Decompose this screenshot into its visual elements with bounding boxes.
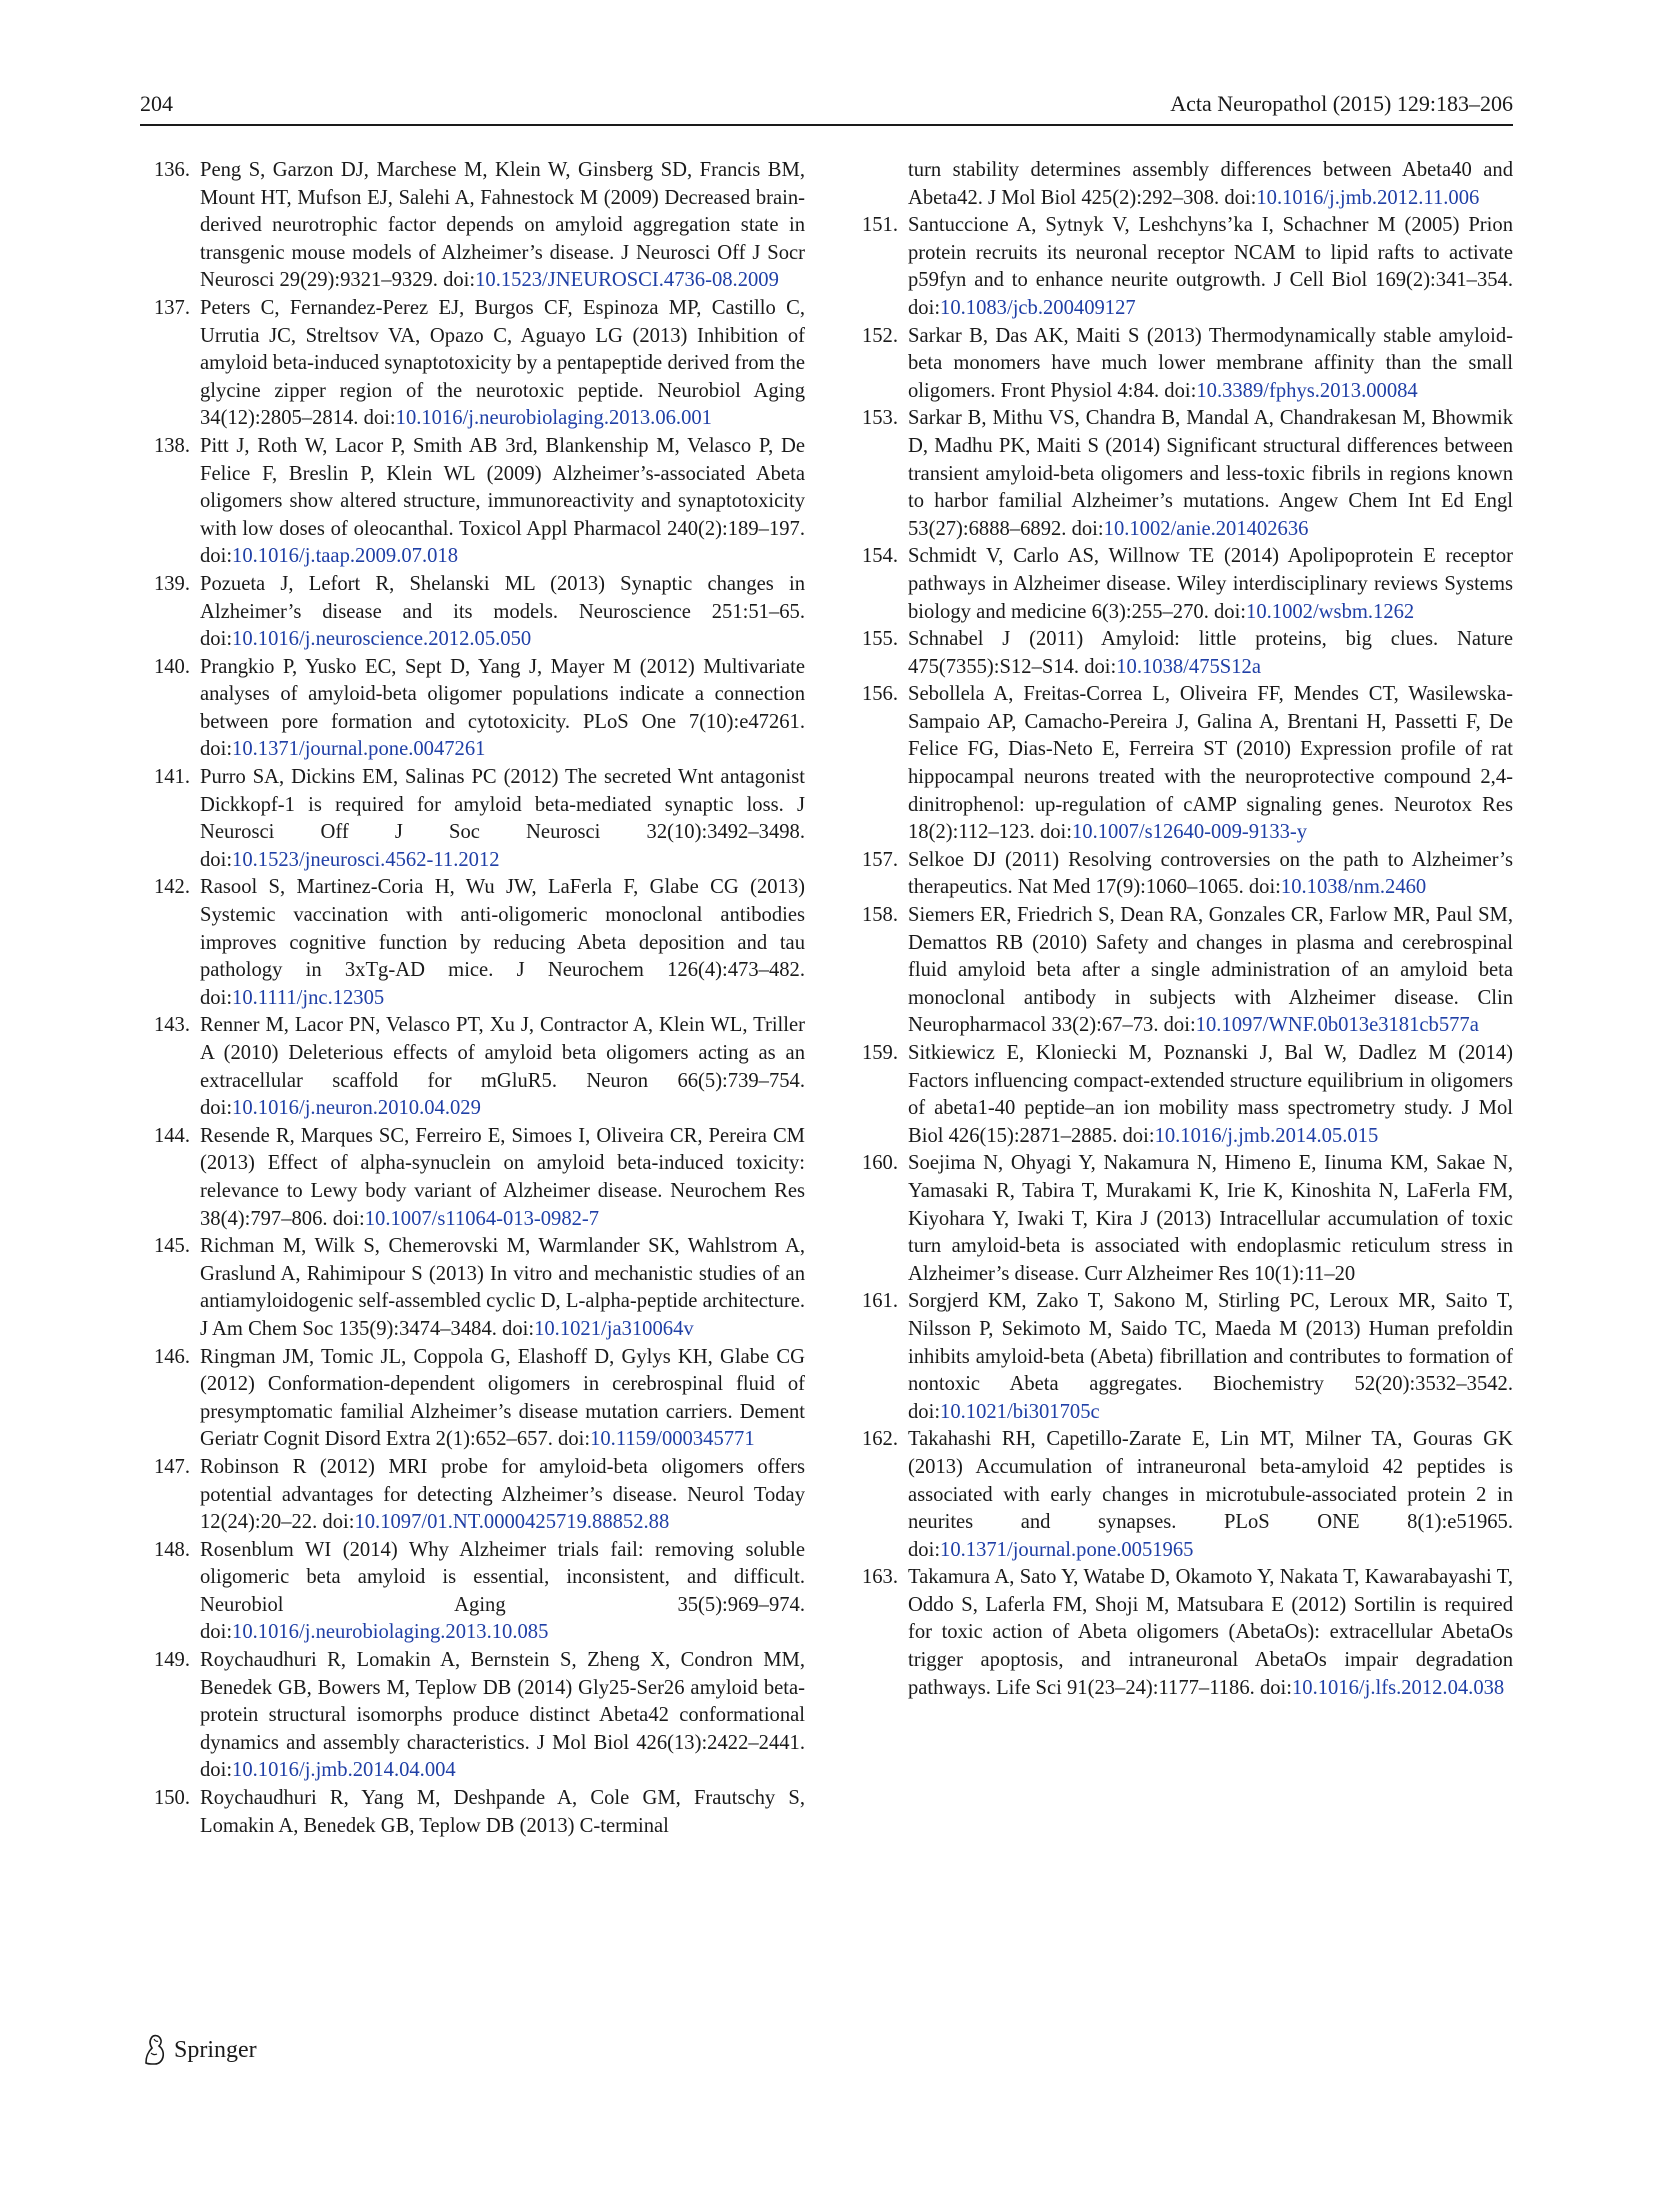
reference-entry — [848, 405, 1513, 543]
reference-text: Sebollela A, Freitas-Correa L, Oliveira FF, Mendes CT, Wasilewska-Sampaio AP, Camacho-Pereira J, Galina A, Brentani H, Passetti F, De Felice FG, Dias-Neto E, Ferreira ST (2010) Expression profile of rat hippocampal neurons treated with the neuroprotective compound 2,4-dinitrophenol: up-regulation of cAMP signaling genes. Neurotox Res 18(2):112–123. doi: — [908, 683, 1513, 844]
reference-number: 136. — [153, 159, 190, 181]
reference-number: 150. — [153, 1787, 190, 1810]
reference-number: 145. — [153, 1235, 190, 1258]
reference-entry — [848, 847, 1513, 902]
reference-number: 153. — [861, 407, 898, 430]
reference-entry — [140, 571, 805, 654]
reference-entry — [848, 212, 1513, 322]
doi-link[interactable]: 10.1007/s12640-009-9133-y — [1071, 821, 1308, 844]
reference-entry — [140, 1233, 805, 1343]
reference-number: 147. — [153, 1455, 190, 1478]
reference-number: 154. — [861, 545, 898, 568]
reference-text: Resende R, Marques SC, Ferreiro E, Simoes I, Oliveira CR, Pereira CM (2013) Effect of alpha-synuclein on amyloid beta-induced toxicity: relevance to Lewy body variant of Alzheimer disease. Neurochem Res 38(4):797–806. doi: — [200, 1124, 805, 1230]
reference-entry — [140, 1123, 805, 1233]
doi-link[interactable]: 10.1111/jnc.12305 — [232, 986, 385, 1009]
reference-number: 157. — [861, 848, 898, 871]
reference-number: 162. — [861, 1428, 898, 1451]
reference-text: Renner M, Lacor PN, Velasco PT, Xu J, Contractor A, Klein WL, Triller A (2010) Deleterious effects of amyloid beta oligomers acting as an extracellular scaffold for mGluR5. Neuron 66(5):739–754. doi: — [200, 1014, 805, 1120]
reference-entry — [140, 295, 805, 433]
reference-entry — [140, 1537, 805, 1647]
reference-text: Richman M, Wilk S, Chemerovski M, Warmlander SK, Wahlstrom A, Graslund A, Rahimipour S (2013) In vitro and mechanistic studies of an antiamyloidogenic self-assembled cyclic D, L-alpha-peptide architecture. J Am Chem Soc 135(9):3474–3484. doi: — [200, 1235, 805, 1340]
reference-number: 149. — [153, 1649, 190, 1672]
reference-entry — [140, 874, 805, 1012]
reference-entry — [140, 654, 805, 764]
reference-text: Schnabel J (2011) Amyloid: little proteins, big clues. Nature 475(7355):S12–S14. doi: — [908, 628, 1513, 678]
reference-entry — [848, 543, 1513, 626]
reference-number: 144. — [153, 1124, 190, 1147]
reference-text: Sarkar B, Mithu VS, Chandra B, Mandal A, Chandrakesan M, Bhowmik D, Madhu PK, Maiti S (2014) Significant structural differences between transient amyloid-beta oligomers and less-toxic fibrils in regions known to harbor familial Alzheimer’s mutations. Angew Chem Int Ed Engl 53(27):6888–6892. doi: — [908, 407, 1513, 540]
reference-number: 148. — [153, 1538, 190, 1561]
journal-reference: Acta Neuropathol (2015) 129:183–206 — [1170, 91, 1513, 116]
doi-link[interactable]: 10.1038/475S12a — [1116, 655, 1261, 678]
reference-number: 160. — [861, 1152, 898, 1175]
reference-number: 139. — [153, 572, 190, 595]
reference-entry — [848, 1150, 1513, 1288]
doi-link[interactable]: 10.1016/j.jmb.2014.05.015 — [1154, 1124, 1379, 1147]
reference-text: Roychaudhuri R, Lomakin A, Bernstein S, Zheng X, Condron MM, Benedek GB, Bowers M, Teplow DB (2014) Gly25-Ser26 amyloid beta-protein structural isomorphs produce distinct Abeta42 conformational dynamics and assembly characteristics. J Mol Biol 426(13):2422–2441. doi: — [200, 1649, 805, 1782]
reference-text: Ringman JM, Tomic JL, Coppola G, Elashoff D, Gylys KH, Glabe CG (2012) Conformation-dependent oligomers in cerebrospinal fluid of presymptomatic familial Alzheimer’s disease mutation carriers. Dement Geriatr Cognit Disord Extra 2(1):652–657. doi: — [200, 1345, 805, 1451]
doi-link[interactable]: 10.1016/j.neuroscience.2012.05.050 — [232, 628, 532, 651]
doi-link[interactable]: 10.1021/ja310064v — [534, 1317, 694, 1340]
doi-link[interactable]: 10.3389/fphys.2013.00084 — [1196, 379, 1418, 402]
reference-entry — [140, 433, 805, 571]
doi-link[interactable]: 10.1016/j.jmb.2012.11.006 — [1256, 186, 1480, 209]
doi-link[interactable]: 10.1371/journal.pone.0051965 — [940, 1538, 1194, 1561]
page-header — [140, 88, 1513, 120]
doi-link[interactable]: 10.1371/journal.pone.0047261 — [232, 738, 486, 761]
reference-number: 141. — [153, 766, 190, 789]
reference-number: 143. — [153, 1014, 190, 1037]
page-footer — [140, 2030, 257, 2070]
reference-text: Santuccione A, Sytnyk V, Leshchyns’ka I, Schachner M (2005) Prion protein recruits its neuronal receptor NCAM to lipid rafts to activate p59fyn and to enhance neurite outgrowth. J Cell Biol 169(2):341–354. doi: — [908, 214, 1513, 319]
reference-text: Takamura A, Sato Y, Watabe D, Okamoto Y, Nakata T, Kawarabayashi T, Oddo S, Laferla FM, Shoji M, Matsubara E (2012) Sortilin is required for toxic action of Abeta oligomers (AbetaOs): extracellular AbetaOs trigger apoptosis, and intraneuronal AbetaOs impair degradation pathways. Life Sci 91(23–24):1177–1186. doi: — [908, 1566, 1513, 1699]
reference-number: 158. — [861, 904, 898, 927]
reference-column-left — [140, 157, 805, 1840]
doi-link[interactable]: 10.1002/wsbm.1262 — [1246, 600, 1415, 623]
reference-text: Rasool S, Martinez-Coria H, Wu JW, LaFerla F, Glabe CG (2013) Systemic vaccination with anti-oligomeric monoclonal antibodies improves cognitive function by reducing Abeta deposition and tau pathology in 3xTg-AD mice. J Neurochem 126(4):473–482. doi: — [200, 876, 805, 1009]
reference-number: 146. — [153, 1345, 190, 1368]
page-number: 204 — [140, 91, 173, 116]
doi-link[interactable]: 10.1002/anie.201402636 — [1103, 517, 1309, 540]
reference-number: 152. — [861, 324, 898, 347]
reference-text: turn stability determines assembly differences between Abeta40 and Abeta42. J Mol Biol 425(2):292–308. doi: — [908, 159, 1513, 209]
reference-text: Rosenblum WI (2014) Why Alzheimer trials fail: removing soluble oligomeric beta amyloid is essential, inconsistent, and difficult. Neurobiol Aging 35(5):969–974. doi: — [200, 1538, 805, 1644]
reference-text: Soejima N, Ohyagi Y, Nakamura N, Himeno E, Iinuma KM, Sakae N, Yamasaki R, Tabira T, Murakami K, Irie K, Kinoshita N, LaFerla FM, Kiyohara Y, Iwaki T, Kira J (2013) Intracellular accumulation of toxic turn amyloid-beta is associated with endoplasmic reticulum stress in Alzheimer’s disease. Curr Alzheimer Res 10(1):11–20 — [908, 1152, 1513, 1285]
doi-link[interactable]: 10.1097/WNF.0b013e3181cb577a — [1195, 1014, 1479, 1037]
springer-horse-icon — [140, 2033, 168, 2067]
reference-text: Sorgjerd KM, Zako T, Sakono M, Stirling PC, Leroux MR, Saito T, Nilsson P, Sekimoto M, Saido TC, Maeda M (2013) Human prefoldin inhibits amyloid-beta (Abeta) fibrillation and contributes to formation of nontoxic Abeta aggregates. Biochemistry 52(20):3532–3542. doi: — [908, 1290, 1513, 1423]
doi-link[interactable]: 10.1016/j.jmb.2014.04.004 — [232, 1759, 456, 1782]
reference-text: Selkoe DJ (2011) Resolving controversies on the path to Alzheimer’s therapeutics. Nat Med 17(9):1060–1065. doi: — [908, 848, 1513, 899]
reference-entry — [140, 1012, 805, 1122]
reference-column-right — [848, 157, 1513, 1702]
reference-text: Roychaudhuri R, Yang M, Deshpande A, Cole GM, Frautschy S, Lomakin A, Benedek GB, Teplow DB (2013) C-terminal — [200, 1787, 805, 1837]
reference-text: Robinson R (2012) MRI probe for amyloid-beta oligomers offers potential advantages for detecting Alzheimer’s disease. Neurol Today 12(24):20–22. doi: — [200, 1455, 805, 1534]
reference-number: 140. — [153, 655, 190, 678]
reference-entry — [848, 902, 1513, 1040]
doi-link[interactable]: 10.1523/JNEUROSCI.4736-08.2009 — [475, 269, 779, 292]
doi-link[interactable]: 10.1016/j.neurobiolaging.2013.10.085 — [232, 1621, 549, 1644]
reference-number: 159. — [861, 1042, 898, 1064]
reference-text: Pitt J, Roth W, Lacor P, Smith AB 3rd, Blankenship M, Velasco P, De Felice F, Breslin P, Klein WL (2009) Alzheimer’s-associated Abeta oligomers show altered structure, immunoreactivity and synaptotoxicity with low doses of oleocanthal. Toxicol Appl Pharmacol 240(2):189–197. doi: — [200, 434, 805, 568]
reference-text: Peters C, Fernandez-Perez EJ, Burgos CF, Espinoza MP, Castillo C, Urrutia JC, Streltsov VA, Opazo C, Aguayo LG (2013) Inhibition of amyloid beta-induced synaptotoxicity by a pentapeptide derived from the glycine zipper region of the neurotoxic peptide. Neurobiol Aging 34(12):2805–2814. doi: — [200, 296, 805, 430]
reference-text: Pozueta J, Lefort R, Shelanski ML (2013) Synaptic changes in Alzheimer’s disease and its models. Neuroscience 251:51–65. doi: — [200, 572, 805, 651]
doi-link[interactable]: 10.1016/j.taap.2009.07.018 — [232, 545, 458, 568]
reference-entry — [848, 157, 1513, 212]
publisher-name: Springer — [174, 2036, 257, 2063]
reference-number: 156. — [861, 683, 898, 706]
reference-entry — [848, 1040, 1513, 1150]
doi-link[interactable]: 10.1016/j.neurobiolaging.2013.06.001 — [395, 407, 712, 430]
reference-entry — [848, 1564, 1513, 1702]
reference-text: Sitkiewicz E, Kloniecki M, Poznanski J, Bal W, Dadlez M (2014) Factors influencing compact-extended structure equilibrium in oligomers of abeta1-40 peptide–an ion mobility mass spectrometry study. J Mol Biol 426(15):2871–2885. doi: — [908, 1042, 1513, 1147]
reference-entry — [140, 1647, 805, 1785]
reference-entry — [140, 1454, 805, 1537]
reference-entry — [848, 626, 1513, 681]
doi-link[interactable]: 10.1083/jcb.200409127 — [940, 296, 1136, 319]
doi-link[interactable]: 10.1016/j.lfs.2012.04.038 — [1291, 1676, 1505, 1699]
reference-number: 151. — [861, 214, 898, 237]
reference-number: 142. — [153, 876, 190, 899]
reference-number: 161. — [861, 1290, 898, 1313]
doi-link[interactable]: 10.1007/s11064-013-0982-7 — [364, 1207, 600, 1230]
reference-text: Siemers ER, Friedrich S, Dean RA, Gonzales CR, Farlow MR, Paul SM, Demattos RB (2010) Safety and changes in plasma and cerebrospinal fluid amyloid beta after a single administration of an amyloid beta monoclonal antibody in subjects with Alzheimer disease. Clin Neuropharmacol 33(2):67–73. doi: — [908, 904, 1513, 1037]
reference-text: Schmidt V, Carlo AS, Willnow TE (2014) Apolipoprotein E receptor pathways in Alzheimer disease. Wiley interdisciplinary reviews Systems biology and medicine 6(3):255–270. doi: — [908, 545, 1513, 623]
reference-number: 137. — [153, 296, 190, 319]
reference-entry — [848, 1288, 1513, 1426]
header-rule — [140, 124, 1513, 126]
doi-link[interactable]: 10.1016/j.neuron.2010.04.029 — [232, 1097, 481, 1120]
reference-entry — [140, 1785, 805, 1840]
doi-link[interactable]: 10.1523/jneurosci.4562-11.2012 — [232, 848, 500, 871]
reference-entry — [848, 323, 1513, 406]
reference-entry — [848, 1426, 1513, 1564]
doi-link[interactable]: 10.1159/000345771 — [590, 1428, 755, 1451]
reference-number: 155. — [861, 628, 898, 651]
reference-text: Peng S, Garzon DJ, Marchese M, Klein W, Ginsberg SD, Francis BM, Mount HT, Mufson EJ, Salehi A, Fahnestock M (2009) Decreased brain-derived neurotrophic factor depends on amyloid aggregation state in transgenic mouse models of Alzheimer’s disease. J Neurosci Off J Socr Neurosci 29(29):9321–9329. doi: — [200, 159, 805, 292]
reference-entry — [140, 764, 805, 874]
reference-text: Takahashi RH, Capetillo-Zarate E, Lin MT, Milner TA, Gouras GK (2013) Accumulation of intraneuronal beta-amyloid 42 peptides is associated with early changes in microtubule-associated protein 2 in neurites and synapses. PLoS ONE 8(1):e51965. doi: — [908, 1428, 1513, 1561]
reference-text: Prangkio P, Yusko EC, Sept D, Yang J, Mayer M (2012) Multivariate analyses of amyloid-beta oligomer populations indicate a connection between pore formation and cytotoxicity. PLoS One 7(10):e47261. doi: — [200, 655, 805, 761]
reference-entry — [140, 1344, 805, 1454]
reference-text: Purro SA, Dickins EM, Salinas PC (2012) The secreted Wnt antagonist Dickkopf-1 is required for amyloid beta-mediated synaptic loss. J Neurosci Off J Soc Neurosci 32(10):3492–3498. doi: — [200, 766, 805, 871]
reference-number: 163. — [861, 1566, 898, 1589]
reference-entry — [140, 157, 805, 295]
reference-entry — [848, 681, 1513, 847]
doi-link[interactable]: 10.1021/bi301705c — [940, 1400, 1100, 1423]
doi-link[interactable]: 10.1038/nm.2460 — [1280, 876, 1427, 899]
reference-text: Sarkar B, Das AK, Maiti S (2013) Thermodynamically stable amyloid-beta monomers have much lower membrane affinity than the small oligomers. Front Physiol 4:84. doi: — [908, 324, 1513, 402]
reference-number: 138. — [153, 434, 190, 457]
doi-link[interactable]: 10.1097/01.NT.0000425719.88852.88 — [354, 1511, 670, 1534]
